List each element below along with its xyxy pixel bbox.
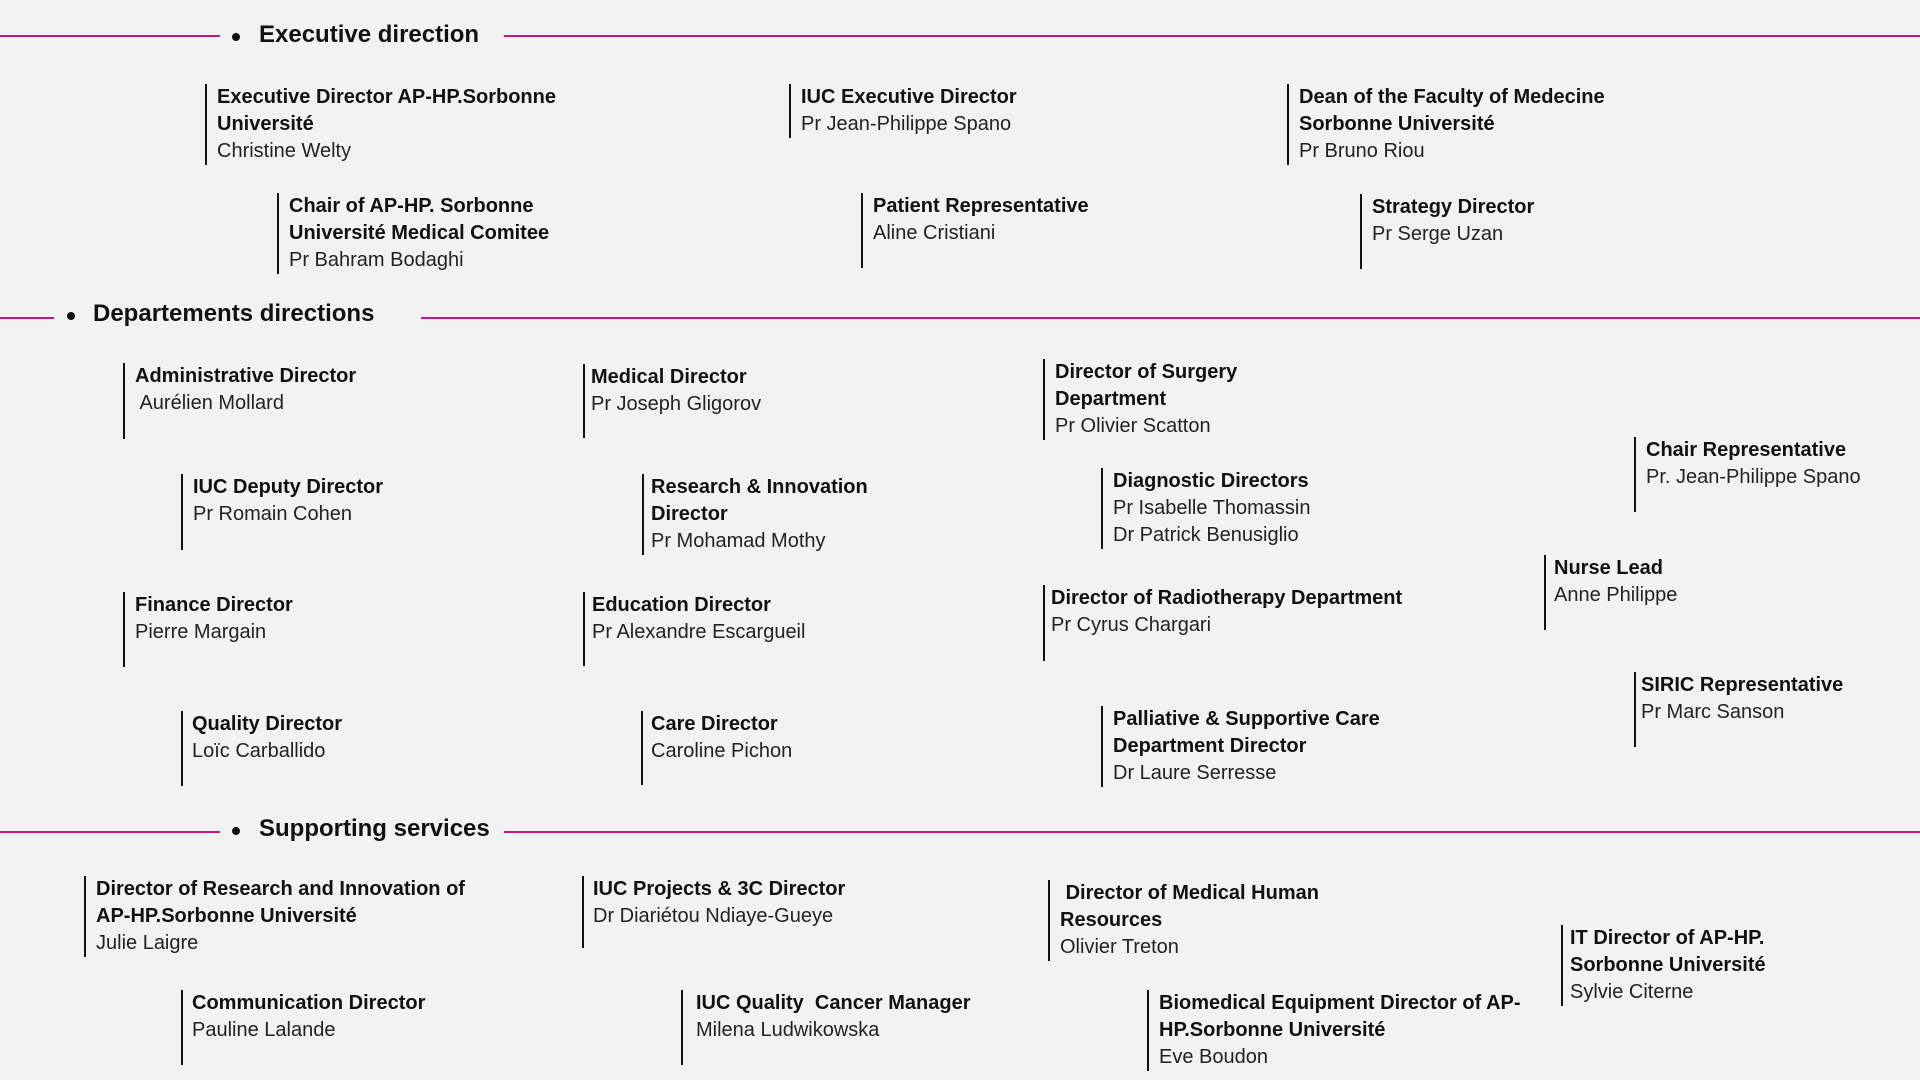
executive-card	[1287, 84, 1687, 165]
department-card	[583, 592, 923, 666]
support-card	[181, 990, 501, 1065]
card-person: Pr Alexandre Escargueil	[592, 621, 806, 643]
card-role: Director of Surgery Department	[1055, 361, 1238, 410]
card-role: Chair of AP-HP. Sorbonne Université Medical Comitee	[289, 195, 550, 244]
department-card	[123, 592, 443, 667]
card-person: Anne Philippe	[1554, 584, 1678, 606]
executive-divider-right	[504, 35, 1920, 37]
card-person: Dr Diariétou Ndiaye-Gueye	[593, 905, 834, 927]
card-person: Pr Marc Sanson	[1641, 701, 1785, 723]
card-person: Pr Bruno Riou	[1299, 140, 1425, 162]
card-person: Pr Joseph Gligorov	[591, 393, 762, 415]
support-section-title: Supporting services	[259, 815, 490, 842]
card-person: Pr Jean-Philippe Spano	[801, 113, 1012, 135]
card-person: Pr Romain Cohen	[193, 503, 352, 525]
card-person: Pr. Jean-Philippe Spano	[1646, 466, 1861, 488]
card-person: Dr Patrick Benusiglio	[1113, 524, 1299, 546]
card-role: Biomedical Equipment Director of AP-HP.Sorbonne Université	[1159, 992, 1521, 1041]
department-card	[1101, 468, 1401, 549]
executive-section-title: Executive direction	[259, 21, 480, 48]
support-divider-left	[0, 831, 220, 833]
card-person: Christine Welty	[217, 140, 352, 162]
card-role: Palliative & Supportive Care Department Director	[1113, 708, 1380, 757]
card-role: Communication Director	[192, 992, 426, 1014]
card-role: IUC Deputy Director	[193, 476, 384, 498]
card-person: Caroline Pichon	[651, 740, 793, 762]
card-person: Eve Boudon	[1159, 1046, 1268, 1068]
card-person: Dr Laure Serresse	[1113, 762, 1277, 784]
department-card	[181, 711, 481, 786]
card-person: Loïc Carballido	[192, 740, 326, 762]
support-card	[1048, 880, 1358, 961]
card-role: Diagnostic Directors	[1113, 470, 1309, 492]
support-card	[582, 876, 922, 948]
departments-divider-right	[421, 317, 1920, 319]
card-role: Chair Representative	[1646, 439, 1847, 461]
executive-card	[1360, 194, 1680, 269]
department-card	[1101, 706, 1421, 787]
support-card	[1147, 990, 1537, 1071]
department-card	[181, 474, 481, 550]
card-person: Pr Serge Uzan	[1372, 223, 1504, 245]
department-card	[1634, 437, 1914, 512]
card-person: Pauline Lalande	[192, 1019, 336, 1041]
card-role: IT Director of AP-HP. Sorbonne Université	[1570, 927, 1766, 976]
card-person: Aurélien Mollard	[135, 392, 284, 414]
executive-divider-left	[0, 35, 220, 37]
card-person: Sylvie Citerne	[1570, 981, 1694, 1003]
departments-divider-left	[0, 317, 54, 319]
card-role: SIRIC Representative	[1641, 674, 1844, 696]
card-role: Administrative Director	[135, 365, 357, 387]
card-person: Julie Laigre	[96, 932, 199, 954]
card-role: Director of Research and Innovation of AP-HP.Sorbonne Université	[96, 878, 465, 927]
card-person: Pr Olivier Scatton	[1055, 415, 1211, 437]
department-card	[583, 364, 883, 438]
card-role: Director of Radiotherapy Department	[1051, 587, 1403, 609]
departments-bullet	[67, 312, 75, 320]
card-person: Pierre Margain	[135, 621, 267, 643]
card-person: Pr Isabelle Thomassin	[1113, 497, 1311, 519]
executive-bullet	[232, 33, 240, 41]
support-divider-right	[504, 831, 1920, 833]
support-card	[84, 876, 504, 957]
card-role: Executive Director AP-HP.Sorbonne Université	[217, 86, 556, 135]
card-role: Care Director	[651, 713, 778, 735]
card-role: Strategy Director	[1372, 196, 1535, 218]
executive-card	[861, 193, 1181, 268]
card-person: Pr Cyrus Chargari	[1051, 614, 1212, 636]
card-role: Dean of the Faculty of Medecine Sorbonne Université	[1299, 86, 1605, 135]
department-card	[1043, 585, 1463, 661]
card-person: Aline Cristiani	[873, 222, 996, 244]
card-role: Finance Director	[135, 594, 293, 616]
card-role: Director of Medical Human Resources	[1060, 882, 1325, 931]
department-card	[1043, 359, 1293, 440]
card-person: Milena Ludwikowska	[696, 1019, 880, 1041]
card-role: Nurse Lead	[1554, 557, 1663, 579]
executive-card	[789, 84, 1129, 138]
departments-section-title: Departements directions	[93, 300, 375, 327]
department-card	[1634, 672, 1914, 747]
card-role: Quality Director	[192, 713, 343, 735]
card-role: Medical Director	[591, 366, 747, 388]
executive-card	[277, 193, 627, 274]
card-person: Olivier Treton	[1060, 936, 1179, 958]
card-role: IUC Executive Director	[801, 86, 1017, 108]
department-card	[123, 363, 463, 439]
card-role: Patient Representative	[873, 195, 1089, 217]
card-role: IUC Projects & 3C Director	[593, 878, 846, 900]
department-card	[641, 711, 941, 785]
card-person: Pr Bahram Bodaghi	[289, 249, 464, 271]
support-card	[1561, 925, 1821, 1006]
support-bullet	[232, 827, 240, 835]
card-role: Education Director	[592, 594, 771, 616]
card-person: Pr Mohamad Mothy	[651, 530, 826, 552]
card-role: Research & Innovation Director	[651, 476, 868, 525]
card-role: IUC Quality Cancer Manager	[696, 992, 971, 1014]
department-card	[1544, 555, 1804, 630]
support-card	[681, 990, 1021, 1065]
department-card	[642, 474, 902, 555]
executive-card	[205, 84, 625, 165]
